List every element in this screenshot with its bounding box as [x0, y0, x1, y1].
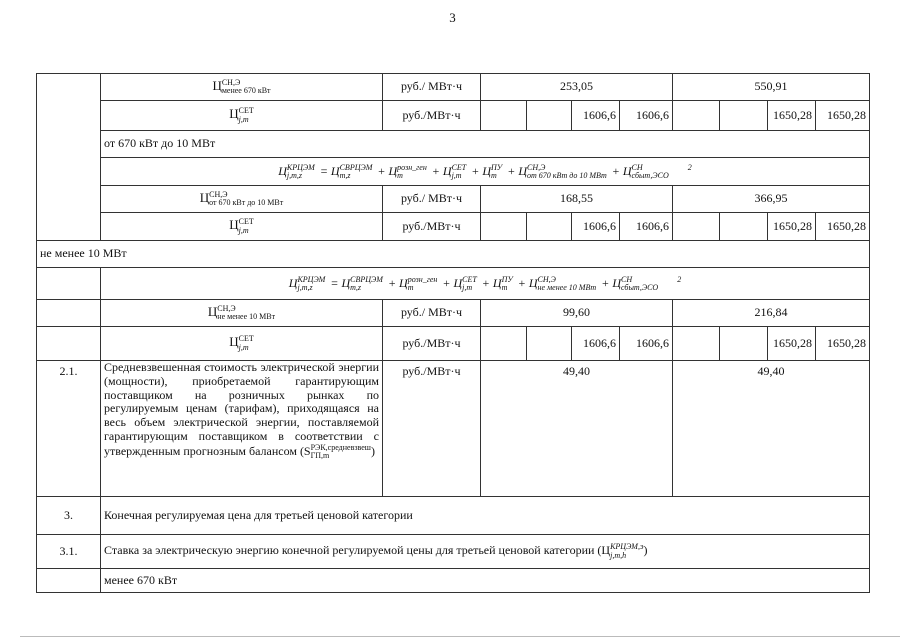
symbol-cell: ЦСЕТ j,m — [101, 327, 383, 361]
row-description: Конечная регулируемая цена для третьей ценовой категории — [101, 497, 870, 535]
empty-cell — [720, 327, 768, 361]
empty-cell — [527, 213, 572, 241]
row-number: 3.1. — [37, 535, 101, 569]
unit-cell: руб./МВт·ч — [383, 101, 481, 131]
value-cell: 49,40 — [673, 361, 870, 497]
table-row — [37, 535, 870, 569]
value-cell: 1650,28 — [816, 327, 870, 361]
value-cell: 550,91 — [673, 74, 870, 101]
footnote-mark: 2 — [677, 274, 682, 284]
value-cell: 1606,6 — [572, 327, 620, 361]
row-number-cell — [37, 74, 101, 241]
tariff-table — [36, 73, 870, 593]
row-number: 3. — [37, 497, 101, 535]
unit-cell: руб./ МВт·ч — [383, 74, 481, 101]
empty-cell — [481, 213, 527, 241]
unit-cell: руб./МВт·ч — [383, 361, 481, 497]
value-cell: 253,05 — [481, 74, 673, 101]
empty-cell — [527, 101, 572, 131]
value-cell: 1650,28 — [768, 327, 816, 361]
table-row — [37, 186, 870, 213]
value-cell: 168,55 — [481, 186, 673, 213]
page-edge-line — [20, 636, 900, 637]
unit-cell: руб./ МВт·ч — [383, 300, 481, 327]
page-number: 3 — [449, 10, 456, 25]
table-row — [37, 158, 870, 186]
row-number-cell — [37, 300, 101, 327]
symbol-cell: ЦСЕТ j,m — [101, 213, 383, 241]
value-cell: 1606,6 — [620, 327, 673, 361]
value-cell: 1650,28 — [816, 213, 870, 241]
value-cell: 1606,6 — [620, 213, 673, 241]
symbol-cell: ЦСН,Э не менее 10 МВт — [101, 300, 383, 327]
table-row — [37, 213, 870, 241]
table-row — [37, 131, 870, 158]
empty-cell — [673, 327, 720, 361]
section-header: менее 670 кВт — [101, 569, 870, 593]
empty-cell — [673, 213, 720, 241]
table-row — [37, 241, 870, 268]
value-cell: 1650,28 — [768, 213, 816, 241]
formula-cell: ЦКРЦЭМ j,m,z = ЦСВРЦЭМ m,z + Црозн_ген m + ЦСЕТ j,m + ЦПУ m + ЦСН,Э от 670 кВт до 10 МВт + ЦСН сбыт,ЭСО $^2$ — [101, 158, 870, 186]
row-number-cell — [37, 327, 101, 361]
unit-cell: руб./МВт·ч — [383, 327, 481, 361]
symbol-cell: ЦСН,Э менее 670 кВт — [101, 74, 383, 101]
value-cell: 99,60 — [481, 300, 673, 327]
empty-cell — [481, 327, 527, 361]
table-row — [37, 361, 870, 497]
formula-cell: ЦКРЦЭМ j,m,z = ЦСВРЦЭМ m,z + Црозн_ген m + ЦСЕТ j,m + ЦПУ m + ЦСН,Э не менее 10 МВт + ЦСН сбыт,ЭСО $^2$ — [101, 268, 870, 300]
value-cell: 1606,6 — [620, 101, 673, 131]
symbol-cell: ЦСЕТ j,m — [101, 101, 383, 131]
empty-cell — [481, 101, 527, 131]
row-description: Средневзвешенная стоимость электрической энергии (мощности), приобретаемой гарантирующим поставщиком на розничных рынках по регулируемым ценам (тарифам), приходящаяся на весь объем электрической энергии, поставляемой гарантирующим поставщиком в соответствии с утвержденным прогнозным балансом (SРЭК,средневзвеш ГП,m ) — [101, 361, 383, 497]
unit-cell: руб./МВт·ч — [383, 213, 481, 241]
row-number-cell — [37, 569, 101, 593]
value-cell: 366,95 — [673, 186, 870, 213]
empty-cell — [720, 213, 768, 241]
unit-cell: руб./ МВт·ч — [383, 186, 481, 213]
value-cell: 1650,28 — [816, 101, 870, 131]
table-row — [37, 327, 870, 361]
table-row — [37, 300, 870, 327]
table-row — [37, 497, 870, 535]
value-cell: 1650,28 — [768, 101, 816, 131]
table-row — [37, 569, 870, 593]
row-number-cell — [37, 268, 101, 300]
value-cell: 1606,6 — [572, 213, 620, 241]
symbol-cell: ЦСН,Э от 670 кВт до 10 МВт — [101, 186, 383, 213]
footnote-mark: 2 — [687, 162, 692, 172]
empty-cell — [720, 101, 768, 131]
table-row — [37, 268, 870, 300]
value-cell: 216,84 — [673, 300, 870, 327]
section-header: от 670 кВт до 10 МВт — [101, 131, 870, 158]
row-description: Ставка за электрическую энергию конечной регулируемой цены для третьей ценовой категории (ЦКРЦЭМ,э j,m,h ) — [101, 535, 870, 569]
empty-cell — [673, 101, 720, 131]
row-number: 2.1. — [37, 361, 101, 497]
section-header: не менее 10 МВт — [37, 241, 870, 268]
value-cell: 1606,6 — [572, 101, 620, 131]
empty-cell — [527, 327, 572, 361]
table-row — [37, 74, 870, 101]
table-row — [37, 101, 870, 131]
value-cell: 49,40 — [481, 361, 673, 497]
